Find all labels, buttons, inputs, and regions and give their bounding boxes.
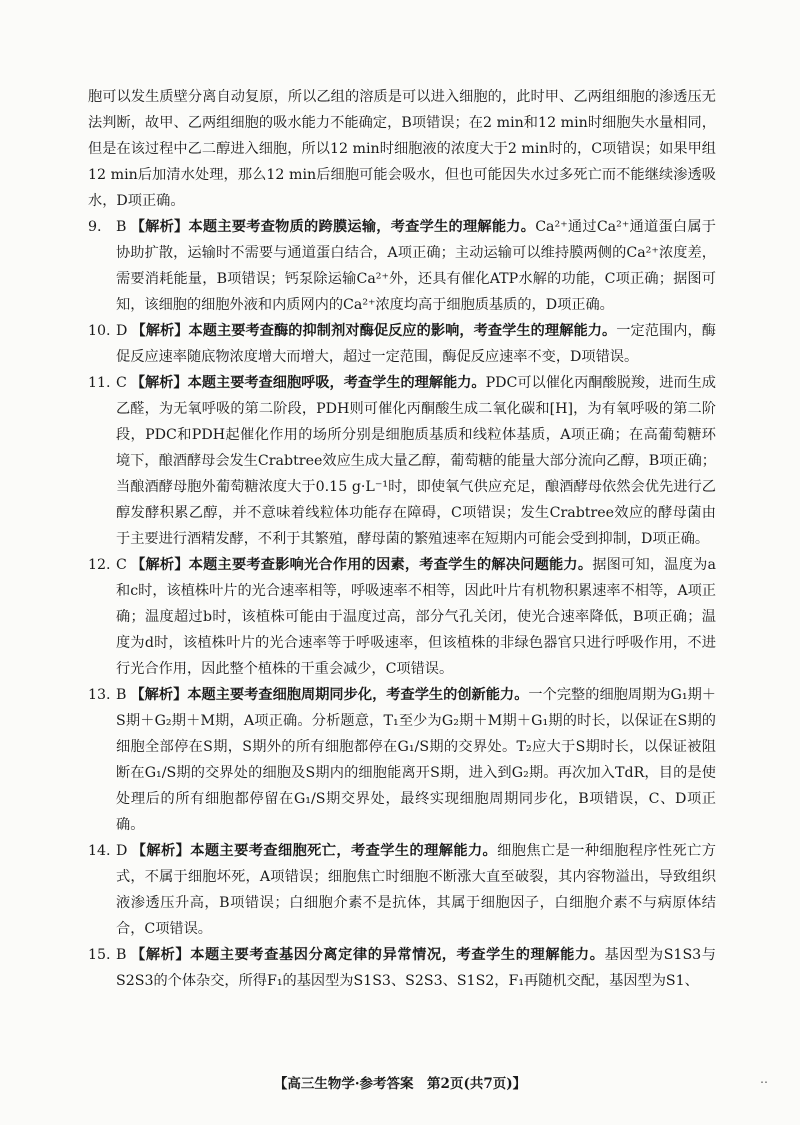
analysis-lead: 本题主要考查基因分离定律的异常情况，考查学生的理解能力。 — [190, 947, 605, 963]
answer-item — [88, 838, 716, 942]
analysis-lead: 本题主要考查细胞死亡，考查学生的理解能力。 — [190, 843, 498, 859]
analysis-body: Ca²⁺通过Ca²⁺通道蛋白属于协助扩散，运输时不需要与通道蛋白结合，A项正确；主动运输可以维持膜两侧的Ca²⁺浓度差，需要消耗能量，B项错误；钙泵除运输Ca²⁺外，还具有催化ATP水解的功能，C项正确；据图可知，该细胞的细胞外液和内质网内的Ca²⁺浓度均高于细胞质基质的，D项正确。 — [116, 219, 716, 313]
analysis-tag: 【解析】 — [131, 323, 189, 339]
analysis-lead: 本题主要考查酶的抑制剂对酶促反应的影响，考查学生的理解能力。 — [188, 323, 617, 339]
question-number: 11. — [88, 375, 111, 391]
answer-item — [88, 318, 716, 370]
answer-item — [88, 370, 716, 552]
answer-item — [88, 682, 716, 838]
answer-letter: D — [116, 323, 128, 339]
question-number: 15. — [88, 947, 111, 963]
page-footer: 【高三生物学·参考答案 第2页(共7页)】 — [273, 1076, 527, 1092]
analysis-body: 细胞焦亡是一种细胞程序性死亡方式，不属于细胞坏死，A项错误；细胞焦亡时细胞不断涨大直至破裂，其内容物溢出，导致组织液渗透压升高，B项错误；白细胞介素不是抗体，其属于细胞因子，白细胞介素不与病原体结合，C项错误。 — [116, 843, 716, 937]
answer-letter: B — [116, 219, 127, 235]
answer-letter: C — [116, 557, 127, 573]
question-number: 14. — [88, 843, 111, 859]
analysis-tag: 【解析】 — [131, 843, 191, 859]
analysis-tag: 【解析】 — [130, 947, 191, 963]
analysis-tag: 【解析】 — [130, 219, 189, 235]
question-number: 9. — [88, 219, 102, 235]
answer-item — [88, 552, 716, 682]
analysis-lead: 本题主要考查物质的跨膜运输，考查学生的理解能力。 — [188, 219, 536, 235]
answer-letter: D — [116, 843, 128, 859]
answer-letter: C — [116, 375, 127, 391]
analysis-tag: 【解析】 — [130, 375, 188, 391]
analysis-tag: 【解析】 — [130, 687, 188, 703]
page-content — [88, 84, 716, 994]
answer-item — [88, 942, 716, 994]
analysis-body: 基因型为S1S3与S2S3的个体杂交，所得F₁的基因型为S1S3、S2S3、S1S2，F₁再随机交配，基因型为S1、 — [116, 947, 716, 989]
question-number: 13. — [88, 687, 111, 703]
analysis-lead: 本题主要考查影响光合作用的因素，考查学生的解决问题能力。 — [188, 557, 593, 573]
analysis-tag: 【解析】 — [130, 557, 189, 573]
analysis-body: 一个完整的细胞周期为G₁期＋S期＋G₂期＋M期，A项正确。分析题意，T₁至少为G₂期＋M期＋G₁期的时长，以保证在S期的细胞全部停在S期，S期外的所有细胞都停在G₁/S期的交界处。T₂应大于S期时长，以保证被阻断在G₁/S期的交界处的细胞及S期内的细胞能离开S期，进入到G₂期。再次加入TdR，目的是使处理后的所有细胞都停留在G₁/S期交界处，最终实现细胞周期同步化，B项错误，C、D项正确。 — [116, 687, 716, 833]
answer-list — [88, 214, 716, 994]
answer-letter: B — [116, 687, 127, 703]
answer-letter: B — [116, 947, 127, 963]
analysis-lead: 本题主要考查细胞周期同步化，考查学生的创新能力。 — [187, 687, 529, 703]
analysis-body: 据图可知，温度为a和c时，该植株叶片的光合速率相等，呼吸速率不相等，因此叶片有机物积累速率不相等，A项正确；温度超过b时，该植株可能由于温度过高，部分气孔关闭，使光合速率降低，B项正确；温度为d时，该植株叶片的光合速率等于呼吸速率，但该植株的非绿色器官只进行呼吸作用，不进行光合作用，因此整个植株的干重会减少，C项错误。 — [116, 557, 716, 677]
analysis-lead: 本题主要考查细胞呼吸，考查学生的理解能力。 — [187, 375, 486, 391]
continuation-paragraph: 胞可以发生质壁分离自动复原，所以乙组的溶质是可以进入细胞的，此时甲、乙两组细胞的渗透压无法判断，故甲、乙两组细胞的吸水能力不能确定，B项错误；在2 min和12 min时细胞失水量相同，但是在该过程中乙二醇进入细胞，所以12 min时细胞液的浓度大于2 min时的，C项错误；如果甲组12 min后加清水处理，那么12 min后细胞可能会吸水，但也可能因失水过多死亡而不能继续渗透吸水，D项正确。 — [88, 89, 716, 209]
answer-item — [88, 214, 716, 318]
analysis-body: 一定范围内，酶促反应速率随底物浓度增大而增大，超过一定范围，酶促反应速率不变，D项错误。 — [116, 323, 716, 365]
analysis-body: PDC可以催化丙酮酸脱羧，进而生成乙醛，为无氧呼吸的第二阶段，PDH则可催化丙酮酸生成二氧化碳和[H]，为有氧呼吸的第二阶段，PDC和PDH起催化作用的场所分别是细胞质基质和线粒体基质，A项正确；在高葡萄糖环境下，酿酒酵母会发生Crabtree效应生成大量乙醇，葡萄糖的能量大部分流向乙醇，B项正确；当酿酒酵母胞外葡萄糖浓度大于0.15 g·L⁻¹时，即使氧气供应充足，酿酒酵母依然会优先进行乙醇发酵积累乙醇，并不意味着线粒体功能存在障碍，C项错误；发生Crabtree效应的酵母菌由于主要进行酒精发酵，不利于其繁殖，酵母菌的繁殖速率在短期内可能会受到抑制，D项正确。 — [116, 375, 716, 547]
question-number: 10. — [88, 323, 111, 339]
corner-mark: ‥ — [760, 1072, 769, 1086]
question-number: 12. — [88, 557, 111, 573]
